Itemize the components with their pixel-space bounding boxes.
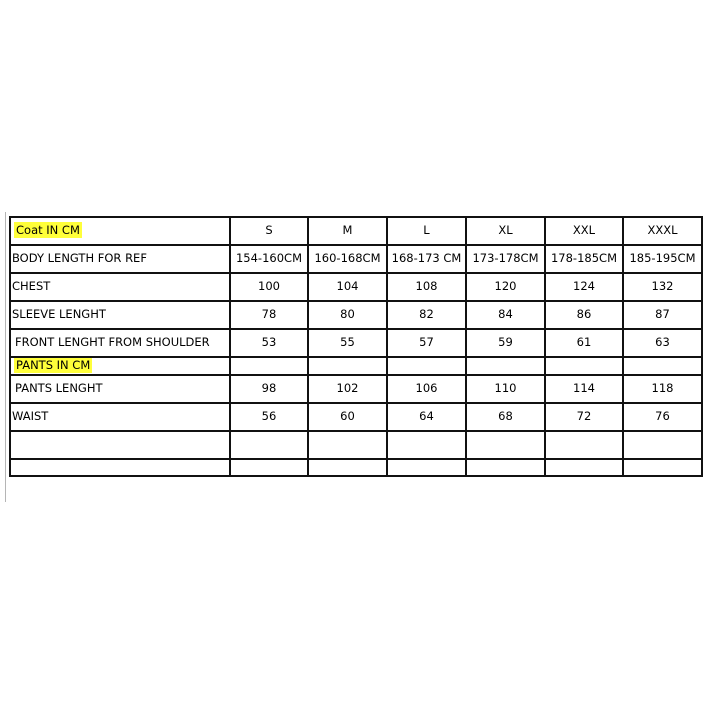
empty-cell — [230, 459, 308, 476]
empty-cell — [387, 357, 466, 375]
size-header-xl: XL — [466, 217, 545, 245]
row-label: SLEEVE LENGHT — [10, 301, 230, 329]
empty-cell — [10, 431, 230, 459]
cell-value: 104 — [308, 273, 387, 301]
size-header-s: S — [230, 217, 308, 245]
row-label: PANTS LENGHT — [10, 375, 230, 403]
empty-cell — [466, 357, 545, 375]
cell-value: 72 — [545, 403, 623, 431]
empty-cell — [545, 459, 623, 476]
empty-cell — [10, 459, 230, 476]
cell-value: 56 — [230, 403, 308, 431]
empty-cell — [387, 431, 466, 459]
left-divider — [5, 212, 6, 502]
cell-value: 173-178CM — [466, 245, 545, 273]
cell-value: 124 — [545, 273, 623, 301]
empty-row — [10, 459, 702, 476]
size-header-m: M — [308, 217, 387, 245]
cell-value: 110 — [466, 375, 545, 403]
cell-value: 63 — [623, 329, 702, 357]
pants-section-label-cell — [10, 357, 230, 375]
cell-value: 59 — [466, 329, 545, 357]
cell-value: 87 — [623, 301, 702, 329]
cell-value: 82 — [387, 301, 466, 329]
empty-cell — [230, 431, 308, 459]
cell-value: 160-168CM — [308, 245, 387, 273]
table-row — [10, 273, 702, 301]
size-chart-table — [9, 216, 703, 477]
pants-section-label: PANTS IN CM — [16, 358, 91, 373]
empty-cell — [466, 459, 545, 476]
row-label: CHEST — [10, 273, 230, 301]
cell-value: 57 — [387, 329, 466, 357]
empty-cell — [308, 459, 387, 476]
size-header-l: L — [387, 217, 466, 245]
size-header-xxxl: XXXL — [623, 217, 702, 245]
header-row — [10, 217, 702, 245]
cell-value: 118 — [623, 375, 702, 403]
empty-cell — [466, 431, 545, 459]
empty-cell — [230, 357, 308, 375]
empty-cell — [623, 459, 702, 476]
empty-cell — [623, 357, 702, 375]
size-header-xxl: XXL — [545, 217, 623, 245]
cell-value: 132 — [623, 273, 702, 301]
table-row — [10, 245, 702, 273]
cell-value: 154-160CM — [230, 245, 308, 273]
cell-value: 53 — [230, 329, 308, 357]
cell-value: 178-185CM — [545, 245, 623, 273]
row-label: WAIST — [10, 403, 230, 431]
cell-value: 84 — [466, 301, 545, 329]
cell-value: 55 — [308, 329, 387, 357]
cell-value: 61 — [545, 329, 623, 357]
cell-value: 106 — [387, 375, 466, 403]
empty-cell — [308, 431, 387, 459]
row-label: BODY LENGTH FOR REF — [10, 245, 230, 273]
table-row — [10, 403, 702, 431]
cell-value: 102 — [308, 375, 387, 403]
table-row — [10, 375, 702, 403]
empty-cell — [545, 431, 623, 459]
row-label: FRONT LENGHT FROM SHOULDER — [10, 329, 230, 357]
cell-value: 86 — [545, 301, 623, 329]
cell-value: 76 — [623, 403, 702, 431]
cell-value: 185-195CM — [623, 245, 702, 273]
coat-section-label: Coat IN CM — [16, 223, 80, 238]
cell-value: 168-173 CM — [387, 245, 466, 273]
pants-section-row — [10, 357, 702, 375]
empty-cell — [623, 431, 702, 459]
cell-value: 64 — [387, 403, 466, 431]
table-row — [10, 329, 702, 357]
cell-value: 60 — [308, 403, 387, 431]
cell-value: 78 — [230, 301, 308, 329]
coat-section-label-cell — [10, 217, 230, 245]
cell-value: 114 — [545, 375, 623, 403]
empty-cell — [308, 357, 387, 375]
table-row — [10, 301, 702, 329]
cell-value: 100 — [230, 273, 308, 301]
cell-value: 68 — [466, 403, 545, 431]
cell-value: 108 — [387, 273, 466, 301]
empty-row — [10, 431, 702, 459]
cell-value: 120 — [466, 273, 545, 301]
empty-cell — [545, 357, 623, 375]
cell-value: 80 — [308, 301, 387, 329]
cell-value: 98 — [230, 375, 308, 403]
empty-cell — [387, 459, 466, 476]
